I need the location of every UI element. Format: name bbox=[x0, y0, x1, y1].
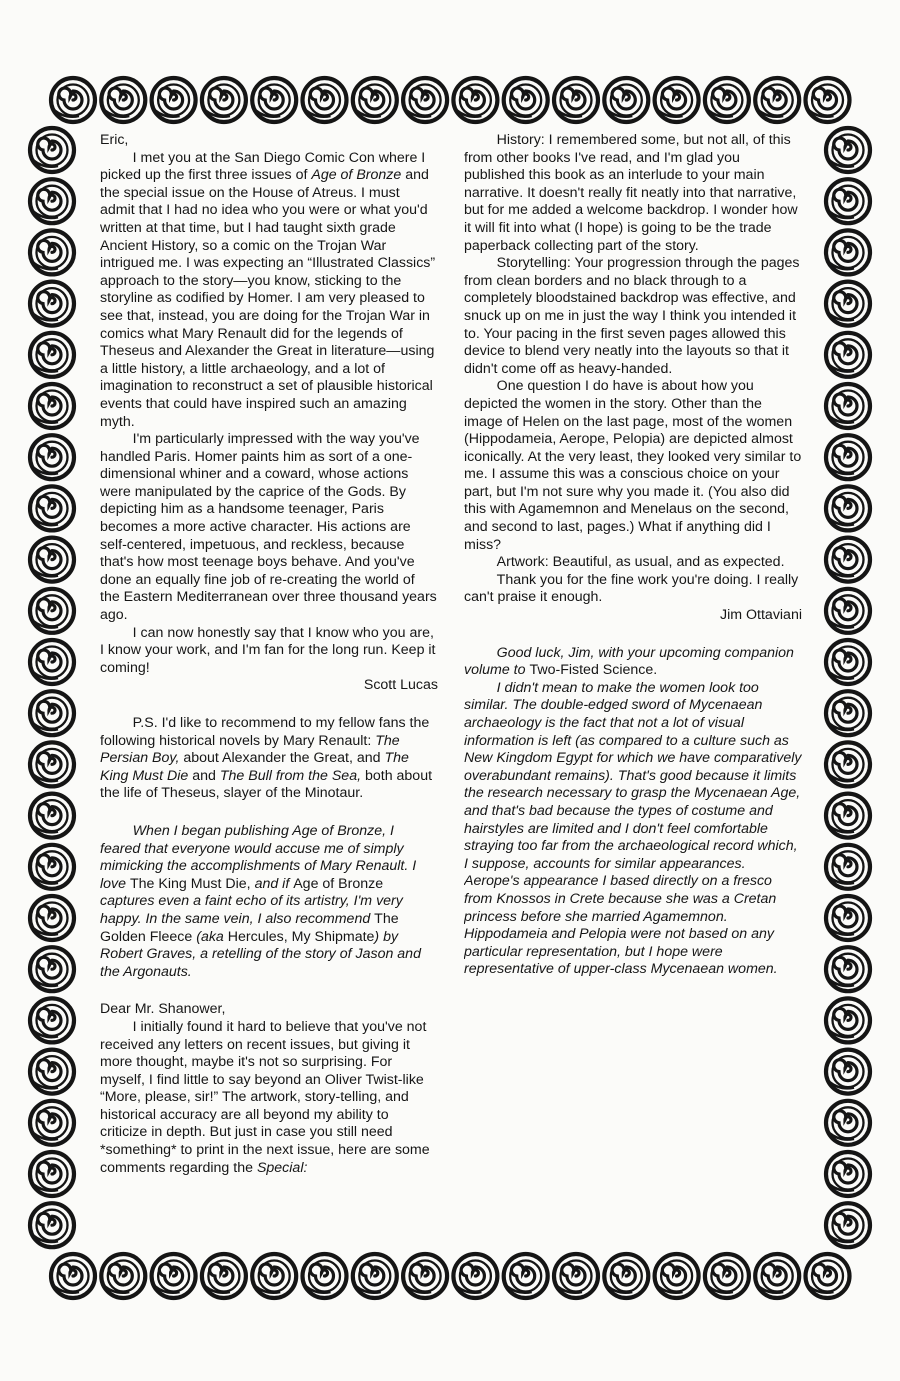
spiral-ornament bbox=[806, 1254, 850, 1298]
spiral-ornament bbox=[826, 1101, 870, 1145]
spiral-ornament bbox=[202, 78, 246, 122]
spiral-ornament bbox=[51, 1254, 95, 1298]
spiral-ornament bbox=[403, 78, 447, 122]
spiral-ornament bbox=[30, 589, 74, 633]
spiral-ornament bbox=[30, 282, 74, 326]
spiral-ornament bbox=[554, 1254, 598, 1298]
ottaviani-salutation: Dear Mr. Shanower, bbox=[100, 1001, 226, 1018]
spiral-ornament bbox=[30, 640, 74, 684]
spiral-ornament bbox=[826, 230, 870, 274]
spiral-ornament bbox=[303, 1254, 347, 1298]
spiral-ornament bbox=[826, 640, 870, 684]
spiral-ornament bbox=[30, 179, 74, 223]
spiral-ornament bbox=[30, 947, 74, 991]
spiral-ornament bbox=[30, 435, 74, 479]
spiral-ornament bbox=[30, 1050, 74, 1094]
spiral-ornament bbox=[826, 589, 870, 633]
spiral-ornament bbox=[826, 538, 870, 582]
ottaviani-paragraph-1: I initially found it hard to believe that you've not received any letters on recent issues, but giving it more thought, maybe it's not so surprising. For myself, I find little to say beyond an Oliver Twist-like “More, please, sir!” The artwork, story-telling, and historical accuracy are all beyond my ability to criticize in depth. But just in case you still need *something* to print in the next issue, here are some comments regarding the Special: bbox=[100, 1018, 430, 1176]
ottaviani-question: One question I do have is about how you depicted the women in the story. Other than the image of Helen on the last page, most of the women (Hippodameia, Aerope, Pelopia) are depicted almost iconically. At the very least, they looked very similar to me. I assume this was a conscious choice on your part, but I'm not sure why you made it. (You also did this with Agamemnon and Menelaus on the second, and second to last, pages.) What if anything did I miss? bbox=[464, 378, 802, 553]
spiral-ornament bbox=[826, 691, 870, 735]
spiral-ornament bbox=[30, 538, 74, 582]
lucas-postscript: P.S. I'd like to recommend to my fellow fans the following historical novels by Mary Renault: The Persian Boy, about Alexander the Great, and The King Must Die and The Bull from the Sea, both about the life of Theseus, slayer of the Minotaur. bbox=[100, 715, 433, 802]
spiral-ornament bbox=[705, 78, 749, 122]
ottaviani-thanks: Thank you for the fine work you're doing. I really can't praise it enough. bbox=[464, 571, 799, 606]
spiral-ornament bbox=[403, 1254, 447, 1298]
spiral-ornament bbox=[453, 1254, 497, 1298]
spiral-ornament bbox=[30, 1152, 74, 1196]
editor-reply-lucas: When I began publishing Age of Bronze, I feared that everyone would accuse me of simply mimicking the accomplishments of Mary Renault. I love The King Must Die, and if Age of Bronze captures even a faint echo of its artistry, I'm very happy. In the same vein, I also recommend The Golden Fleece (aka Hercules, My Shipmate) by Robert Graves, a retelling of the story of Jason and the Argonauts. bbox=[100, 822, 421, 980]
editor-reply-ottaviani-2: I didn't mean to make the women look too similar. The double-edged sword of Mycenaean archaeology is the fact that not a lot of visual information is left (as compared to a culture such as New Kingdom Egypt for which we have comparatively overabundant remains). That's good because it limits the research necessary to grasp the Mycenaean Age, and that's bad because the types of costume and hairstyles are limited and I don't feel comfortable straying too far from the archaeological record which, I suppose, accounts for similar appearances. Aerope's appearance I based directly on a fresco from Knossos in Crete because she was a Cretan princess before she married Agamemnon. Hippodameia and Pelopia were not based on any particular representation, but I hope were representative of upper-class Mycenaean women. bbox=[464, 679, 802, 978]
lucas-paragraph-2: I'm particularly impressed with the way you've handled Paris. Homer paints him as sort of a one-dimensional whiner and a coward, whose actions were manipulated by the caprice of the Gods. By depicting him as a handsome teenager, Paris becomes a more active character. His actions are self-centered, impetuous, and reckless, because that's how most teenage boys behave. And you've done an equally fine job of re-creating the world of the Eastern Mediterranean over three thousand years ago. bbox=[100, 431, 437, 624]
lucas-paragraph-3: I can now honestly say that I know who you are, I know your work, and I'm fan for the long run. Keep it coming! bbox=[100, 624, 436, 676]
spiral-ornament bbox=[303, 78, 347, 122]
spiral-ornament bbox=[51, 78, 95, 122]
spiral-ornament bbox=[504, 78, 548, 122]
spiral-ornament bbox=[353, 1254, 397, 1298]
spiral-ornament bbox=[101, 1254, 145, 1298]
spiral-ornament bbox=[826, 947, 870, 991]
spiral-ornament bbox=[202, 1254, 246, 1298]
spiral-ornament bbox=[826, 128, 870, 172]
spiral-ornament bbox=[30, 794, 74, 838]
spiral-ornament bbox=[30, 742, 74, 786]
spiral-ornament bbox=[826, 384, 870, 428]
spiral-ornament bbox=[826, 742, 870, 786]
spiral-ornament bbox=[755, 1254, 799, 1298]
spiral-ornament bbox=[30, 486, 74, 530]
spiral-ornament bbox=[604, 1254, 648, 1298]
spiral-ornament bbox=[252, 78, 296, 122]
spiral-ornament bbox=[806, 78, 850, 122]
spiral-ornament bbox=[101, 78, 145, 122]
ottaviani-history: History: I remembered some, but not all, of this from other books I've read, and I'm glad you published this book as an interlude to your main narrative. It doesn't really fit neatly into that narrative, but for me added a welcome backdrop. I wonder how it will fit into what (I hope) is going to be the trade paperback collecting part of the story. bbox=[464, 132, 798, 254]
spiral-ornament bbox=[826, 179, 870, 223]
ottaviani-artwork: Artwork: Beautiful, as usual, and as expected. bbox=[496, 554, 785, 571]
ottaviani-signature: Jim Ottaviani bbox=[720, 607, 802, 624]
spiral-ornament bbox=[30, 998, 74, 1042]
spiral-ornament bbox=[30, 1101, 74, 1145]
spiral-ornament bbox=[30, 1203, 74, 1247]
spiral-ornament bbox=[30, 333, 74, 377]
spiral-ornament bbox=[826, 845, 870, 889]
editor-reply-ottaviani-1: Good luck, Jim, with your upcoming companion volume to Two-Fisted Science. bbox=[464, 644, 794, 679]
spiral-ornament bbox=[826, 486, 870, 530]
spiral-ornament bbox=[655, 78, 699, 122]
spiral-ornament bbox=[30, 384, 74, 428]
spiral-ornament bbox=[826, 794, 870, 838]
spiral-ornament bbox=[826, 896, 870, 940]
spiral-ornament bbox=[826, 998, 870, 1042]
spiral-ornament bbox=[826, 333, 870, 377]
spiral-ornament bbox=[30, 230, 74, 274]
spiral-ornament bbox=[353, 78, 397, 122]
spiral-ornament bbox=[655, 1254, 699, 1298]
letters-page bbox=[100, 132, 802, 1244]
spiral-ornament bbox=[30, 896, 74, 940]
spiral-ornament bbox=[30, 691, 74, 735]
ottaviani-storytelling: Storytelling: Your progression through the pages from clean borders and no black through to a completely bloodstained backdrop was effective, and snuck up on me in just the way I think you intended it to. Your pacing in the first seven pages allowed this device to blend very neatly into the layouts so that it didn't come off as heavy-handed. bbox=[464, 255, 800, 377]
spiral-ornament bbox=[826, 282, 870, 326]
spiral-ornament bbox=[826, 1203, 870, 1247]
spiral-ornament bbox=[30, 845, 74, 889]
spiral-ornament bbox=[826, 1152, 870, 1196]
lucas-paragraph-1: I met you at the San Diego Comic Con where I picked up the first three issues of Age of Bronze and the special issue on the House of Atreus. I must admit that I had no idea who you were or what you'd written at that time, but I had taught sixth grade Ancient History, so a comic on the Trojan War intrigued me. I was expecting an “Illustrated Classics” approach to the story—you know, sticking to the storyline as codified by Homer. I am very pleased to see that, instead, you are doing for the Trojan War in comics what Mary Renault did for the legends of Theseus and Alexander the Great in literature—using a little history, a little archaeology, and a lot of imagination to reconstruct a set of plausible historical events that could have inspired such an amazing myth. bbox=[100, 149, 436, 430]
spiral-ornament bbox=[152, 78, 196, 122]
spiral-ornament bbox=[826, 435, 870, 479]
spiral-ornament bbox=[152, 1254, 196, 1298]
spiral-ornament bbox=[453, 78, 497, 122]
spiral-ornament bbox=[252, 1254, 296, 1298]
left-column bbox=[100, 132, 438, 1244]
lucas-salutation: Eric, bbox=[100, 132, 129, 148]
lucas-signature: Scott Lucas bbox=[363, 677, 438, 694]
spiral-ornament bbox=[30, 128, 74, 172]
spiral-ornament bbox=[755, 78, 799, 122]
spiral-ornament bbox=[705, 1254, 749, 1298]
spiral-ornament bbox=[826, 1050, 870, 1094]
spiral-ornament bbox=[604, 78, 648, 122]
spiral-ornament bbox=[554, 78, 598, 122]
right-column bbox=[464, 132, 802, 1244]
spiral-ornament bbox=[504, 1254, 548, 1298]
book-title: Age of Bronze bbox=[311, 167, 402, 184]
